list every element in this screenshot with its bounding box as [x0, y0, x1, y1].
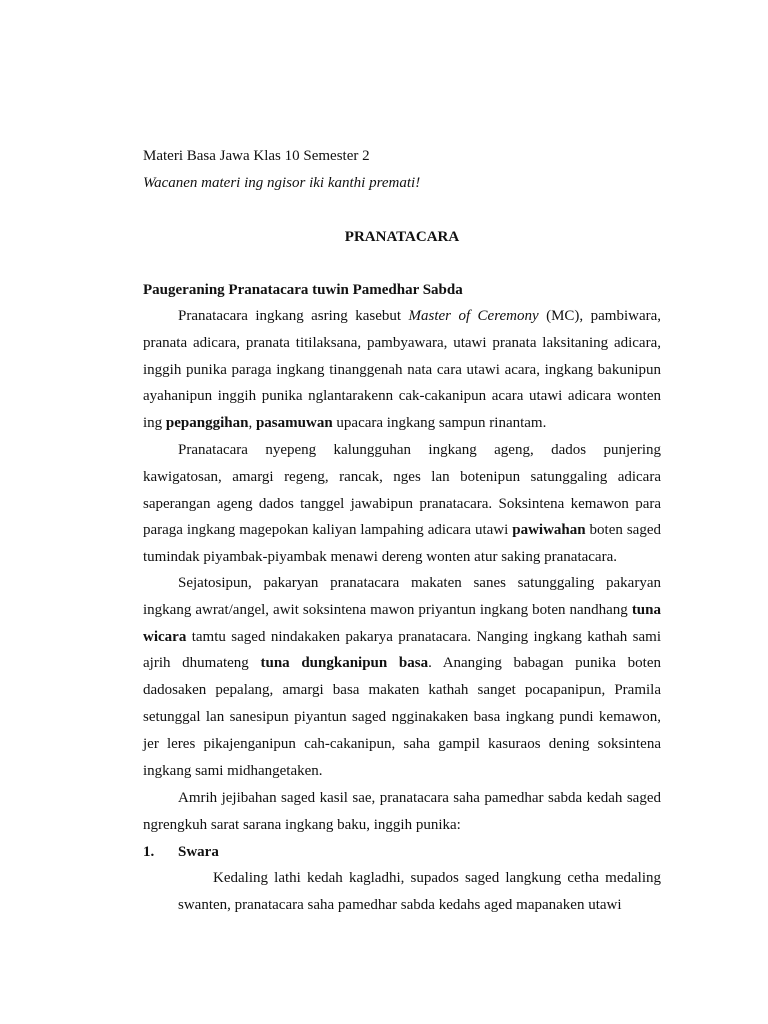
list-item-1-number: 1. — [143, 844, 155, 860]
paragraph-1-text-c: (MC), pambiwara, pranata adicara, pranata titilaksana, pambyawara, utawi pranata laksitaning adicara, inggih punika paraga ingkang tinanggenah nata cara utawi acara, ingkang bakunipun ayahanipun inggih punika nglantarakenn cak-cakanipun acara utawi adicara wonten ing — [143, 308, 662, 432]
paragraph-1-text-e: , — [248, 415, 256, 432]
section-heading: Paugeraning Pranatacara tuwin Pamedhar Sabda — [143, 282, 463, 298]
paragraph-3-bold-term-2: tuna dungkanipun basa — [260, 655, 429, 672]
paragraph-3-text-c: tamtu saged nindakaken pakarya pranatacara. Nanging ingkang kathah sami ajrih dhumateng — [143, 628, 661, 672]
paragraph-1-bold-term-1: pepanggihan — [165, 415, 249, 432]
paragraph-1-bold-term-2: pasamuwan — [255, 415, 333, 432]
paragraph-3 — [143, 570, 661, 784]
paragraph-2-bold-term: pawiwahan — [512, 522, 586, 539]
paragraph-3-text-a: Sejatosipun, pakaryan pranatacara makaten sanes satunggaling pakaryan ingkang awrat/angel, awit soksintena mawon priyantun ingkang boten nandhang — [143, 575, 661, 618]
paragraph-2-text-c: boten saged tumindak piyambak-piyambak menawi dereng wonten atur saking pranatacara. — [143, 522, 661, 566]
paragraph-3-text-e: . Ananging babagan punika boten dadosaken pepalang, amargi basa makaten kathah sanget pocapanipun, Pramila setunggal lan sanesipun piyantun saged ngginakaken basa ingkang pundi kemawon, jer leres pikajenganipun cah-cakanipun, saha gampil kasuraos dening soksintena ingkang sami midhangetaken. — [143, 655, 661, 779]
instruction-line: Wacanen materi ing ngisor iki kanthi premati! — [143, 175, 421, 191]
paragraph-1-italic-term: Master of Ceremony — [408, 308, 539, 324]
list-item-1-text: Kedaling lathi kedah kagladhi, supados saged langkung cetha medaling swanten, pranatacara saha pamedhar sabda kedahs aged mapanaken utawi — [178, 870, 661, 913]
paragraph-4: Amrih jejibahan saged kasil sae, pranatacara saha pamedhar sabda kedah saged ngrengkuh sarat sarana ingkang baku, inggih punika: — [143, 790, 661, 833]
paragraph-1 — [143, 303, 661, 437]
document-title: PRANATACARA — [344, 229, 460, 245]
paragraph-2-text-a: Pranatacara nyepeng kalungguhan ingkang ageng, dados punjering kawigatosan, amargi regeng, rancak, nges lan botenipun satunggaling adicara saperangan ageng dados tanggel jawabipun pranatacara. Soksintena kemawon para paraga ingkang magepokan kaliyan lampahing adicara utawi — [143, 442, 661, 539]
paragraph-3-bold-term-1: tuna wicara — [143, 601, 661, 645]
list-item-1-label: Swara — [178, 844, 219, 860]
list-item-1-heading — [143, 843, 661, 861]
paragraph-1-text-a: Pranatacara ingkang asring kasebut — [178, 308, 409, 324]
paragraph-1-text-g: upacara ingkang sampun rinantam. — [332, 415, 547, 432]
header-line: Materi Basa Jawa Klas 10 Semester 2 — [143, 148, 370, 164]
paragraph-2 — [143, 437, 661, 571]
